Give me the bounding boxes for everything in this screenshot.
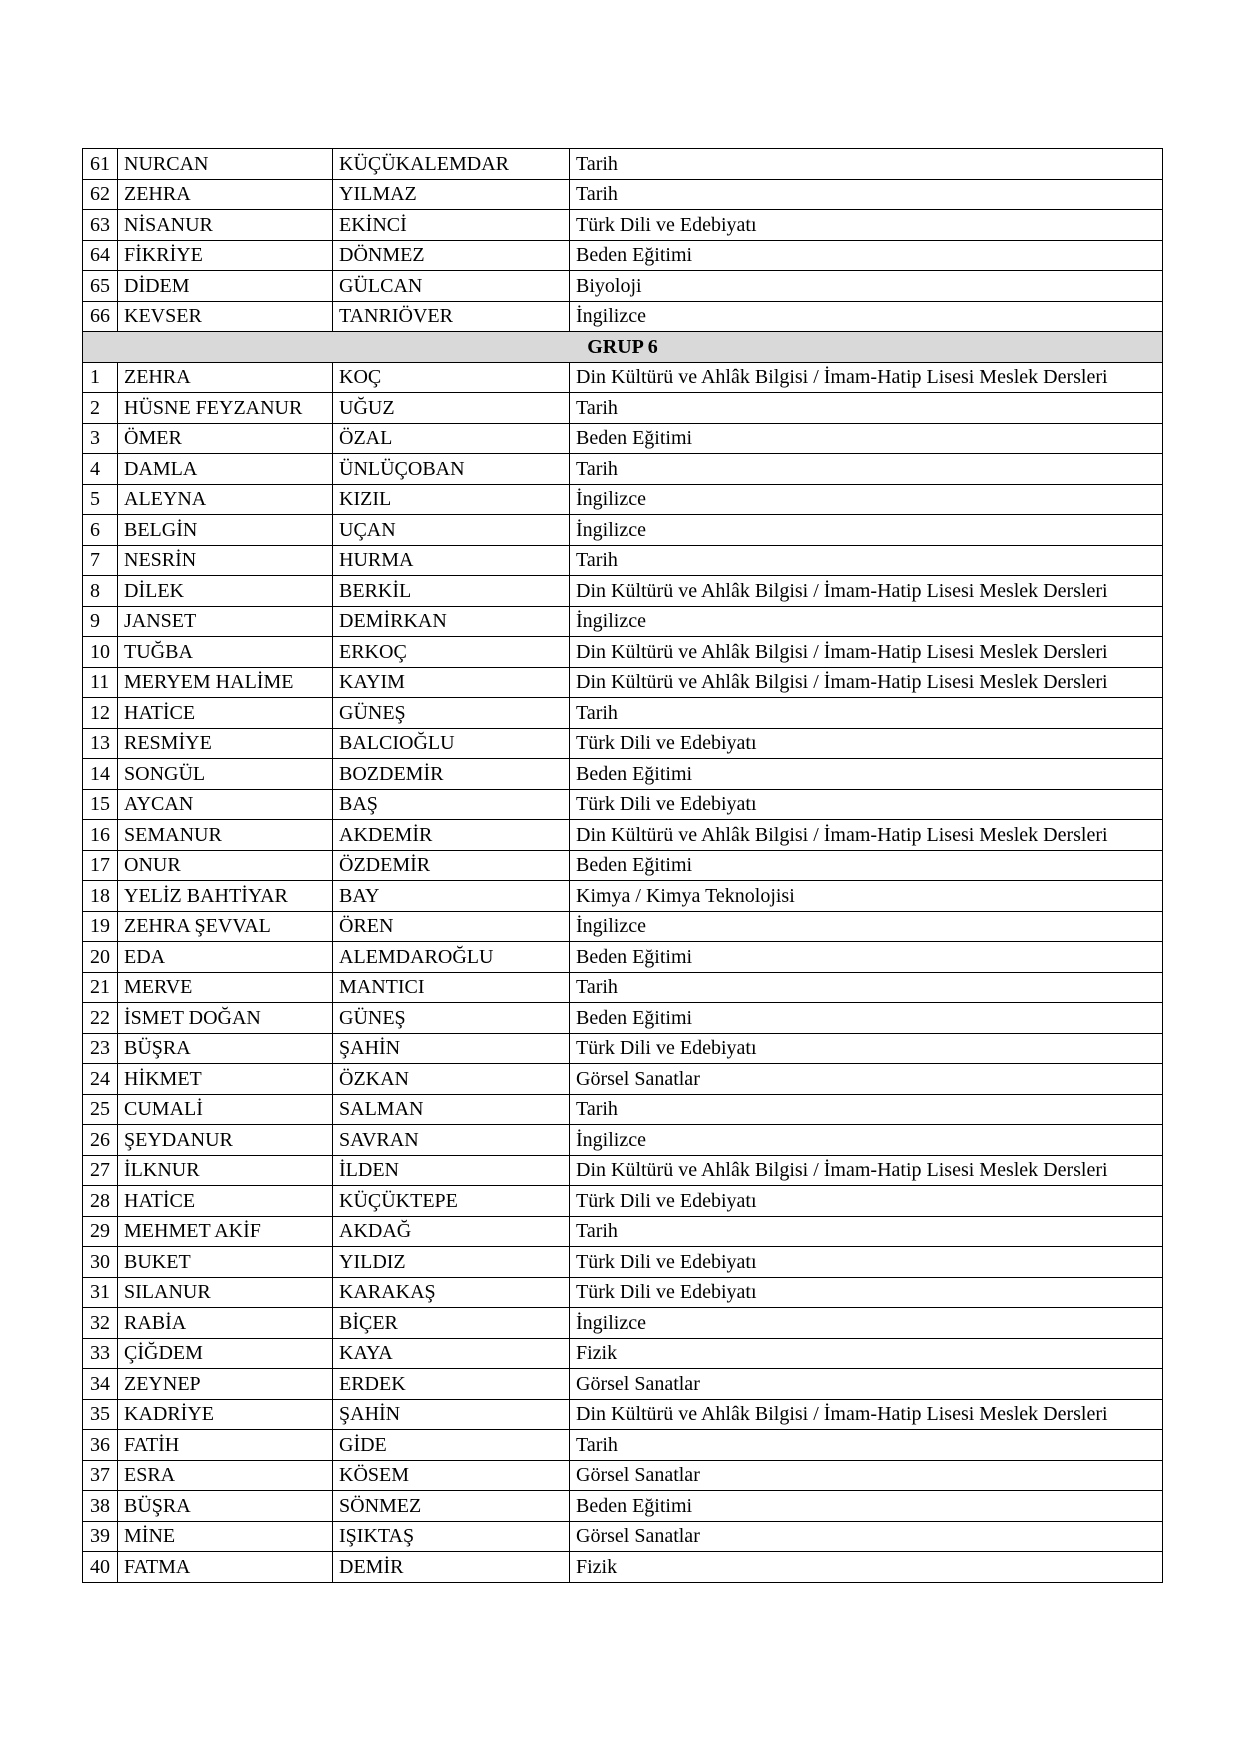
table-row xyxy=(83,210,1163,241)
row-number-cell: 29 xyxy=(83,1216,118,1247)
first-name-cell: NURCAN xyxy=(118,149,333,180)
first-name-cell: RABİA xyxy=(118,1308,333,1339)
first-name-cell: ZEHRA ŞEVVAL xyxy=(118,911,333,942)
last-name-cell: IŞIKTAŞ xyxy=(333,1521,570,1552)
table-row xyxy=(83,1521,1163,1552)
row-number-cell: 19 xyxy=(83,911,118,942)
branch-cell: Fizik xyxy=(570,1338,1163,1369)
last-name-cell: SAVRAN xyxy=(333,1125,570,1156)
branch-cell: Beden Eğitimi xyxy=(570,423,1163,454)
first-name-cell: FİKRİYE xyxy=(118,240,333,271)
branch-cell: Görsel Sanatlar xyxy=(570,1064,1163,1095)
row-number-cell: 23 xyxy=(83,1033,118,1064)
first-name-cell: ONUR xyxy=(118,850,333,881)
last-name-cell: KÖSEM xyxy=(333,1460,570,1491)
last-name-cell: DÖNMEZ xyxy=(333,240,570,271)
table-row xyxy=(83,789,1163,820)
table-row xyxy=(83,1338,1163,1369)
table-row xyxy=(83,393,1163,424)
branch-cell: Beden Eğitimi xyxy=(570,942,1163,973)
first-name-cell: MERVE xyxy=(118,972,333,1003)
table-row xyxy=(83,1125,1163,1156)
row-number-cell: 21 xyxy=(83,972,118,1003)
last-name-cell: KARAKAŞ xyxy=(333,1277,570,1308)
branch-cell: Beden Eğitimi xyxy=(570,240,1163,271)
last-name-cell: BİÇER xyxy=(333,1308,570,1339)
row-number-cell: 2 xyxy=(83,393,118,424)
table-row xyxy=(83,820,1163,851)
first-name-cell: HİKMET xyxy=(118,1064,333,1095)
first-name-cell: KADRİYE xyxy=(118,1399,333,1430)
branch-cell: Türk Dili ve Edebiyatı xyxy=(570,1033,1163,1064)
last-name-cell: YILMAZ xyxy=(333,179,570,210)
branch-cell: Biyoloji xyxy=(570,271,1163,302)
first-name-cell: YELİZ BAHTİYAR xyxy=(118,881,333,912)
branch-cell: Beden Eğitimi xyxy=(570,1003,1163,1034)
table-row xyxy=(83,1430,1163,1461)
row-number-cell: 1 xyxy=(83,362,118,393)
first-name-cell: AYCAN xyxy=(118,789,333,820)
branch-cell: Beden Eğitimi xyxy=(570,850,1163,881)
last-name-cell: UĞUZ xyxy=(333,393,570,424)
first-name-cell: ZEHRA xyxy=(118,179,333,210)
row-number-cell: 37 xyxy=(83,1460,118,1491)
row-number-cell: 7 xyxy=(83,545,118,576)
row-number-cell: 24 xyxy=(83,1064,118,1095)
table-row xyxy=(83,759,1163,790)
row-number-cell: 28 xyxy=(83,1186,118,1217)
first-name-cell: ALEYNA xyxy=(118,484,333,515)
row-number-cell: 10 xyxy=(83,637,118,668)
first-name-cell: MİNE xyxy=(118,1521,333,1552)
row-number-cell: 35 xyxy=(83,1399,118,1430)
last-name-cell: BAY xyxy=(333,881,570,912)
first-name-cell: TUĞBA xyxy=(118,637,333,668)
table-row xyxy=(83,484,1163,515)
table-row xyxy=(83,576,1163,607)
table-row xyxy=(83,1003,1163,1034)
row-number-cell: 6 xyxy=(83,515,118,546)
row-number-cell: 27 xyxy=(83,1155,118,1186)
branch-cell: Tarih xyxy=(570,545,1163,576)
first-name-cell: JANSET xyxy=(118,606,333,637)
first-name-cell: CUMALİ xyxy=(118,1094,333,1125)
row-number-cell: 18 xyxy=(83,881,118,912)
row-number-cell: 25 xyxy=(83,1094,118,1125)
branch-cell: Türk Dili ve Edebiyatı xyxy=(570,789,1163,820)
last-name-cell: İLDEN xyxy=(333,1155,570,1186)
first-name-cell: BELGİN xyxy=(118,515,333,546)
first-name-cell: FATMA xyxy=(118,1552,333,1583)
branch-cell: Görsel Sanatlar xyxy=(570,1369,1163,1400)
first-name-cell: DAMLA xyxy=(118,454,333,485)
last-name-cell: ÜNLÜÇOBAN xyxy=(333,454,570,485)
row-number-cell: 64 xyxy=(83,240,118,271)
branch-cell: Tarih xyxy=(570,1216,1163,1247)
row-number-cell: 32 xyxy=(83,1308,118,1339)
last-name-cell: BERKİL xyxy=(333,576,570,607)
branch-cell: Tarih xyxy=(570,149,1163,180)
last-name-cell: SALMAN xyxy=(333,1094,570,1125)
table-row xyxy=(83,881,1163,912)
row-number-cell: 62 xyxy=(83,179,118,210)
first-name-cell: SEMANUR xyxy=(118,820,333,851)
last-name-cell: ŞAHİN xyxy=(333,1399,570,1430)
table-row xyxy=(83,1491,1163,1522)
first-name-cell: ŞEYDANUR xyxy=(118,1125,333,1156)
branch-cell: Din Kültürü ve Ahlâk Bilgisi / İmam-Hatip Lisesi Meslek Dersleri xyxy=(570,820,1163,851)
last-name-cell: GÜNEŞ xyxy=(333,698,570,729)
table-row xyxy=(83,667,1163,698)
first-name-cell: EDA xyxy=(118,942,333,973)
table-row xyxy=(83,271,1163,302)
last-name-cell: SÖNMEZ xyxy=(333,1491,570,1522)
branch-cell: Görsel Sanatlar xyxy=(570,1460,1163,1491)
last-name-cell: AKDEMİR xyxy=(333,820,570,851)
row-number-cell: 66 xyxy=(83,301,118,332)
last-name-cell: EKİNCİ xyxy=(333,210,570,241)
branch-cell: Kimya / Kimya Teknolojisi xyxy=(570,881,1163,912)
table-row xyxy=(83,1064,1163,1095)
branch-cell: Din Kültürü ve Ahlâk Bilgisi / İmam-Hatip Lisesi Meslek Dersleri xyxy=(570,637,1163,668)
first-name-cell: ESRA xyxy=(118,1460,333,1491)
last-name-cell: KIZIL xyxy=(333,484,570,515)
first-name-cell: DİDEM xyxy=(118,271,333,302)
row-number-cell: 33 xyxy=(83,1338,118,1369)
branch-cell: Türk Dili ve Edebiyatı xyxy=(570,728,1163,759)
table-row xyxy=(83,423,1163,454)
row-number-cell: 20 xyxy=(83,942,118,973)
group-title: GRUP 6 xyxy=(83,332,1163,363)
last-name-cell: ALEMDAROĞLU xyxy=(333,942,570,973)
table-row xyxy=(83,1094,1163,1125)
first-name-cell: HATİCE xyxy=(118,698,333,729)
table-row xyxy=(83,1369,1163,1400)
table-row xyxy=(83,698,1163,729)
last-name-cell: YILDIZ xyxy=(333,1247,570,1278)
last-name-cell: KAYIM xyxy=(333,667,570,698)
branch-cell: Türk Dili ve Edebiyatı xyxy=(570,1277,1163,1308)
branch-cell: İngilizce xyxy=(570,1308,1163,1339)
table-row xyxy=(83,179,1163,210)
table-row xyxy=(83,240,1163,271)
row-number-cell: 38 xyxy=(83,1491,118,1522)
first-name-cell: NESRİN xyxy=(118,545,333,576)
row-number-cell: 11 xyxy=(83,667,118,698)
last-name-cell: AKDAĞ xyxy=(333,1216,570,1247)
last-name-cell: ŞAHİN xyxy=(333,1033,570,1064)
last-name-cell: KÜÇÜKTEPE xyxy=(333,1186,570,1217)
table-row xyxy=(83,911,1163,942)
row-number-cell: 22 xyxy=(83,1003,118,1034)
row-number-cell: 63 xyxy=(83,210,118,241)
table-row xyxy=(83,972,1163,1003)
last-name-cell: KAYA xyxy=(333,1338,570,1369)
last-name-cell: GÜLCAN xyxy=(333,271,570,302)
last-name-cell: KÜÇÜKALEMDAR xyxy=(333,149,570,180)
last-name-cell: TANRIÖVER xyxy=(333,301,570,332)
first-name-cell: MEHMET AKİF xyxy=(118,1216,333,1247)
branch-cell: Görsel Sanatlar xyxy=(570,1521,1163,1552)
last-name-cell: GÜNEŞ xyxy=(333,1003,570,1034)
table-row xyxy=(83,301,1163,332)
table-row xyxy=(83,637,1163,668)
branch-cell: İngilizce xyxy=(570,484,1163,515)
branch-cell: Din Kültürü ve Ahlâk Bilgisi / İmam-Hatip Lisesi Meslek Dersleri xyxy=(570,1155,1163,1186)
last-name-cell: DEMİRKAN xyxy=(333,606,570,637)
branch-cell: İngilizce xyxy=(570,911,1163,942)
branch-cell: Din Kültürü ve Ahlâk Bilgisi / İmam-Hatip Lisesi Meslek Dersleri xyxy=(570,362,1163,393)
last-name-cell: ERKOÇ xyxy=(333,637,570,668)
table-row xyxy=(83,1247,1163,1278)
last-name-cell: ÖZKAN xyxy=(333,1064,570,1095)
row-number-cell: 9 xyxy=(83,606,118,637)
branch-cell: Beden Eğitimi xyxy=(570,759,1163,790)
last-name-cell: BAŞ xyxy=(333,789,570,820)
last-name-cell: ÖZDEMİR xyxy=(333,850,570,881)
branch-cell: Din Kültürü ve Ahlâk Bilgisi / İmam-Hatip Lisesi Meslek Dersleri xyxy=(570,667,1163,698)
branch-cell: Tarih xyxy=(570,393,1163,424)
table-row xyxy=(83,942,1163,973)
row-number-cell: 13 xyxy=(83,728,118,759)
branch-cell: Tarih xyxy=(570,179,1163,210)
row-number-cell: 26 xyxy=(83,1125,118,1156)
table-row xyxy=(83,1308,1163,1339)
row-number-cell: 61 xyxy=(83,149,118,180)
row-number-cell: 3 xyxy=(83,423,118,454)
first-name-cell: ZEYNEP xyxy=(118,1369,333,1400)
first-name-cell: HATİCE xyxy=(118,1186,333,1217)
last-name-cell: HURMA xyxy=(333,545,570,576)
table-row xyxy=(83,1460,1163,1491)
table-row xyxy=(83,850,1163,881)
branch-cell: Tarih xyxy=(570,698,1163,729)
first-name-cell: BUKET xyxy=(118,1247,333,1278)
table-row xyxy=(83,1277,1163,1308)
last-name-cell: BOZDEMİR xyxy=(333,759,570,790)
table-row xyxy=(83,1399,1163,1430)
first-name-cell: BÜŞRA xyxy=(118,1491,333,1522)
branch-cell: Tarih xyxy=(570,1094,1163,1125)
first-name-cell: İSMET DOĞAN xyxy=(118,1003,333,1034)
branch-cell: Tarih xyxy=(570,1430,1163,1461)
last-name-cell: ÖREN xyxy=(333,911,570,942)
last-name-cell: UÇAN xyxy=(333,515,570,546)
row-number-cell: 14 xyxy=(83,759,118,790)
table-row xyxy=(83,606,1163,637)
branch-cell: İngilizce xyxy=(570,606,1163,637)
branch-cell: İngilizce xyxy=(570,301,1163,332)
row-number-cell: 16 xyxy=(83,820,118,851)
branch-cell: Türk Dili ve Edebiyatı xyxy=(570,1247,1163,1278)
last-name-cell: DEMİR xyxy=(333,1552,570,1583)
first-name-cell: RESMİYE xyxy=(118,728,333,759)
branch-cell: Din Kültürü ve Ahlâk Bilgisi / İmam-Hatip Lisesi Meslek Dersleri xyxy=(570,1399,1163,1430)
branch-cell: Tarih xyxy=(570,454,1163,485)
last-name-cell: MANTICI xyxy=(333,972,570,1003)
row-number-cell: 15 xyxy=(83,789,118,820)
table-row xyxy=(83,545,1163,576)
row-number-cell: 8 xyxy=(83,576,118,607)
table-row xyxy=(83,1552,1163,1583)
first-name-cell: KEVSER xyxy=(118,301,333,332)
first-name-cell: ÇİĞDEM xyxy=(118,1338,333,1369)
teacher-list-table xyxy=(82,148,1163,1583)
row-number-cell: 40 xyxy=(83,1552,118,1583)
first-name-cell: DİLEK xyxy=(118,576,333,607)
branch-cell: Türk Dili ve Edebiyatı xyxy=(570,1186,1163,1217)
row-number-cell: 12 xyxy=(83,698,118,729)
first-name-cell: SILANUR xyxy=(118,1277,333,1308)
table-row xyxy=(83,454,1163,485)
branch-cell: İngilizce xyxy=(570,1125,1163,1156)
branch-cell: Türk Dili ve Edebiyatı xyxy=(570,210,1163,241)
last-name-cell: GİDE xyxy=(333,1430,570,1461)
table-row xyxy=(83,1155,1163,1186)
row-number-cell: 34 xyxy=(83,1369,118,1400)
first-name-cell: SONGÜL xyxy=(118,759,333,790)
row-number-cell: 36 xyxy=(83,1430,118,1461)
table-row xyxy=(83,1186,1163,1217)
table-row xyxy=(83,362,1163,393)
first-name-cell: İLKNUR xyxy=(118,1155,333,1186)
group-header-row xyxy=(83,332,1163,363)
row-number-cell: 17 xyxy=(83,850,118,881)
last-name-cell: BALCIOĞLU xyxy=(333,728,570,759)
branch-cell: Fizik xyxy=(570,1552,1163,1583)
first-name-cell: NİSANUR xyxy=(118,210,333,241)
branch-cell: Beden Eğitimi xyxy=(570,1491,1163,1522)
first-name-cell: HÜSNE FEYZANUR xyxy=(118,393,333,424)
table-row xyxy=(83,515,1163,546)
first-name-cell: ZEHRA xyxy=(118,362,333,393)
branch-cell: Tarih xyxy=(570,972,1163,1003)
last-name-cell: ÖZAL xyxy=(333,423,570,454)
last-name-cell: ERDEK xyxy=(333,1369,570,1400)
first-name-cell: BÜŞRA xyxy=(118,1033,333,1064)
first-name-cell: ÖMER xyxy=(118,423,333,454)
table-row xyxy=(83,1033,1163,1064)
row-number-cell: 65 xyxy=(83,271,118,302)
branch-cell: Din Kültürü ve Ahlâk Bilgisi / İmam-Hatip Lisesi Meslek Dersleri xyxy=(570,576,1163,607)
table-row xyxy=(83,1216,1163,1247)
row-number-cell: 4 xyxy=(83,454,118,485)
branch-cell: İngilizce xyxy=(570,515,1163,546)
row-number-cell: 39 xyxy=(83,1521,118,1552)
row-number-cell: 30 xyxy=(83,1247,118,1278)
row-number-cell: 5 xyxy=(83,484,118,515)
row-number-cell: 31 xyxy=(83,1277,118,1308)
first-name-cell: MERYEM HALİME xyxy=(118,667,333,698)
last-name-cell: KOÇ xyxy=(333,362,570,393)
teacher-list-body xyxy=(83,149,1163,1583)
table-row xyxy=(83,149,1163,180)
first-name-cell: FATİH xyxy=(118,1430,333,1461)
table-row xyxy=(83,728,1163,759)
